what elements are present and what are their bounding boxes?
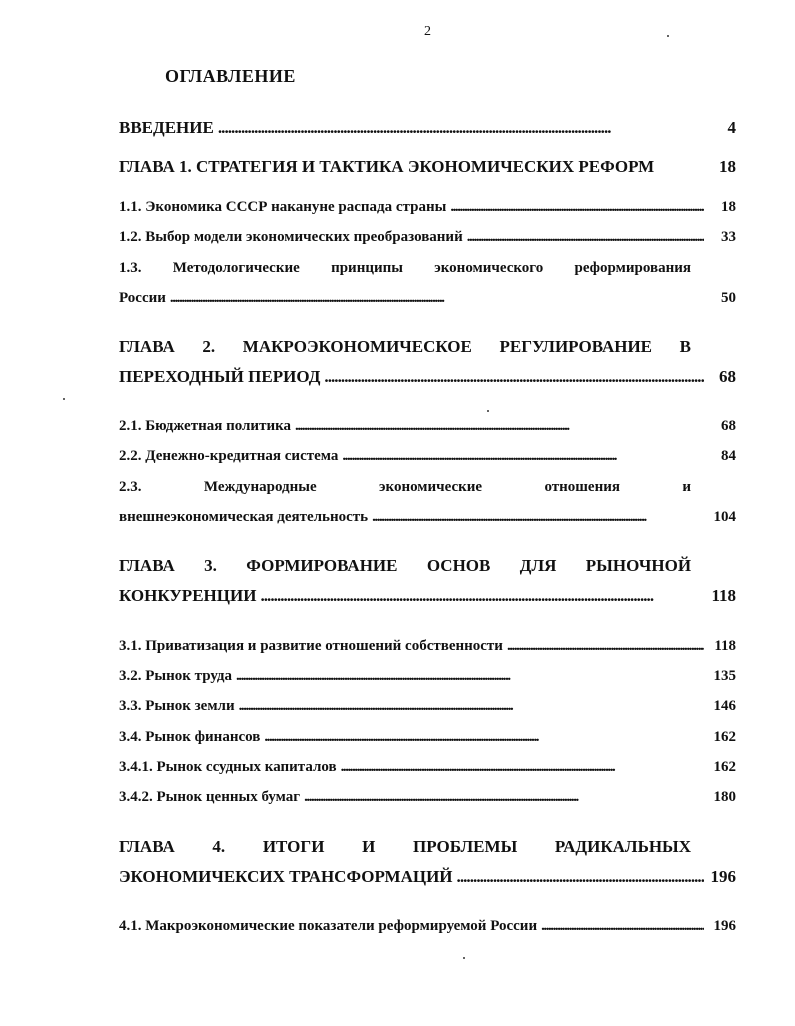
dot-leader xyxy=(304,782,704,812)
toc-entry-text: ПЕРЕХОДНЫЙ ПЕРИОД xyxy=(119,367,321,386)
toc-entry-text: ВВЕДЕНИЕ xyxy=(119,118,214,137)
toc-entry-text: 2.1. Бюджетная политика xyxy=(119,418,292,434)
dot-leader xyxy=(260,581,704,611)
dot-leader xyxy=(170,283,704,313)
toc-entry-page: 118 xyxy=(714,638,736,654)
toc-entry-1-2[interactable] xyxy=(119,222,736,252)
toc-entry-page: 33 xyxy=(721,229,736,245)
toc-entry-chapter-3[interactable] xyxy=(119,551,736,611)
toc-entry-page: 4 xyxy=(727,118,736,137)
dot-leader xyxy=(342,441,704,471)
dot-leader xyxy=(218,113,704,143)
toc-entry-chapter-1[interactable] xyxy=(119,152,736,182)
toc-entry-2-2[interactable] xyxy=(119,441,736,471)
toc-entry-3-4-2[interactable] xyxy=(119,782,736,812)
toc-entry-page: 68 xyxy=(721,418,736,434)
dot-leader xyxy=(372,502,704,532)
toc-entry-text: 3.4. Рынок финансов xyxy=(119,729,261,745)
toc-entry-text: 3.4.2. Рынок ценных бумаг xyxy=(119,789,301,805)
toc-entry-chapter-2[interactable] xyxy=(119,332,736,392)
dot-leader xyxy=(541,911,704,941)
toc-entry-text: 2.2. Денежно-кредитная система xyxy=(119,448,339,464)
dot-leader xyxy=(341,752,704,782)
dot-leader xyxy=(457,862,704,892)
toc-entry-page: 135 xyxy=(713,668,736,684)
toc-entry-page: 50 xyxy=(721,290,736,306)
dot-leader xyxy=(239,691,704,721)
dot-leader xyxy=(467,222,704,252)
toc-entry-first-line: 2.3. Международные экономические отношения и xyxy=(119,479,692,495)
dot-leader xyxy=(295,411,704,441)
toc-entry-text: 1.1. Экономика СССР накануне распада страны xyxy=(119,199,447,215)
toc-entry-1-3[interactable] xyxy=(119,253,736,313)
toc-entry-introduction[interactable] xyxy=(119,113,736,143)
toc-entry-text: 3.1. Приватизация и развитие отношений собственности xyxy=(119,638,503,654)
toc-title: ОГЛАВЛЕНИЕ xyxy=(165,66,296,86)
toc-entry-3-4[interactable] xyxy=(119,722,736,752)
toc-entry-text: КОНКУРЕНЦИИ xyxy=(119,586,257,605)
toc-entry-3-2[interactable] xyxy=(119,661,736,691)
toc-entry-text: ЭКОНОМИЧЕКСИХ ТРАНСФОРМАЦИЙ xyxy=(119,867,453,886)
toc-entry-page: 18 xyxy=(719,157,736,176)
toc-entry-1-1[interactable] xyxy=(119,192,736,222)
toc-entry-text: 1.2. Выбор модели экономических преобразований xyxy=(119,229,463,245)
toc-entry-text: ГЛАВА 1. СТРАТЕГИЯ И ТАКТИКА ЭКОНОМИЧЕСКИХ РЕФОРМ xyxy=(119,157,655,176)
scan-speck xyxy=(463,957,465,959)
toc-entry-4-1[interactable] xyxy=(119,911,736,941)
toc-entry-text: 3.2. Рынок труда xyxy=(119,668,232,684)
toc-entry-page: 162 xyxy=(713,729,736,745)
dot-leader xyxy=(324,362,704,392)
toc-entry-text: внешнеэкономическая деятельность xyxy=(119,509,369,525)
toc-entry-page: 104 xyxy=(713,509,736,525)
toc-entry-page: 162 xyxy=(713,759,736,775)
toc-entry-page: 68 xyxy=(719,367,736,386)
toc-entry-page: 84 xyxy=(721,448,736,464)
toc-entry-page: 118 xyxy=(711,586,736,605)
scan-speck xyxy=(63,398,65,400)
toc-entry-3-1[interactable] xyxy=(119,631,736,661)
toc-entry-text: 4.1. Макроэкономические показатели реформируемой России xyxy=(119,918,538,934)
toc-entry-page: 180 xyxy=(713,789,736,805)
toc-entry-2-3[interactable] xyxy=(119,472,736,532)
toc-entry-first-line: ГЛАВА 4. ИТОГИ И ПРОБЛЕМЫ РАДИКАЛЬНЫХ xyxy=(119,837,692,856)
toc-entry-3-3[interactable] xyxy=(119,691,736,721)
toc-entry-page: 196 xyxy=(710,867,736,886)
toc-entry-3-4-1[interactable] xyxy=(119,752,736,782)
dot-leader xyxy=(450,192,704,222)
dot-leader xyxy=(264,722,704,752)
page-number: 2 xyxy=(424,24,431,39)
toc-entry-page: 146 xyxy=(713,698,736,714)
scan-speck xyxy=(667,35,669,37)
toc-entry-2-1[interactable] xyxy=(119,411,736,441)
toc-entry-text: 3.3. Рынок земли xyxy=(119,698,235,714)
toc-entry-text: России xyxy=(119,290,166,306)
toc-entry-text: 3.4.1. Рынок ссудных капиталов xyxy=(119,759,337,775)
toc-entry-first-line: ГЛАВА 2. МАКРОЭКОНОМИЧЕСКОЕ РЕГУЛИРОВАНИЕ В xyxy=(119,337,692,356)
toc-entry-page: 196 xyxy=(713,918,736,934)
dot-leader xyxy=(236,661,704,691)
toc-entry-chapter-4[interactable] xyxy=(119,832,736,892)
dot-leader xyxy=(507,631,704,661)
toc-entry-first-line: ГЛАВА 3. ФОРМИРОВАНИЕ ОСНОВ ДЛЯ РЫНОЧНОЙ xyxy=(119,556,692,575)
toc-entry-page: 18 xyxy=(721,199,736,215)
toc-entry-first-line: 1.3. Методологические принципы экономического реформирования xyxy=(119,260,692,276)
scan-speck xyxy=(487,410,489,412)
